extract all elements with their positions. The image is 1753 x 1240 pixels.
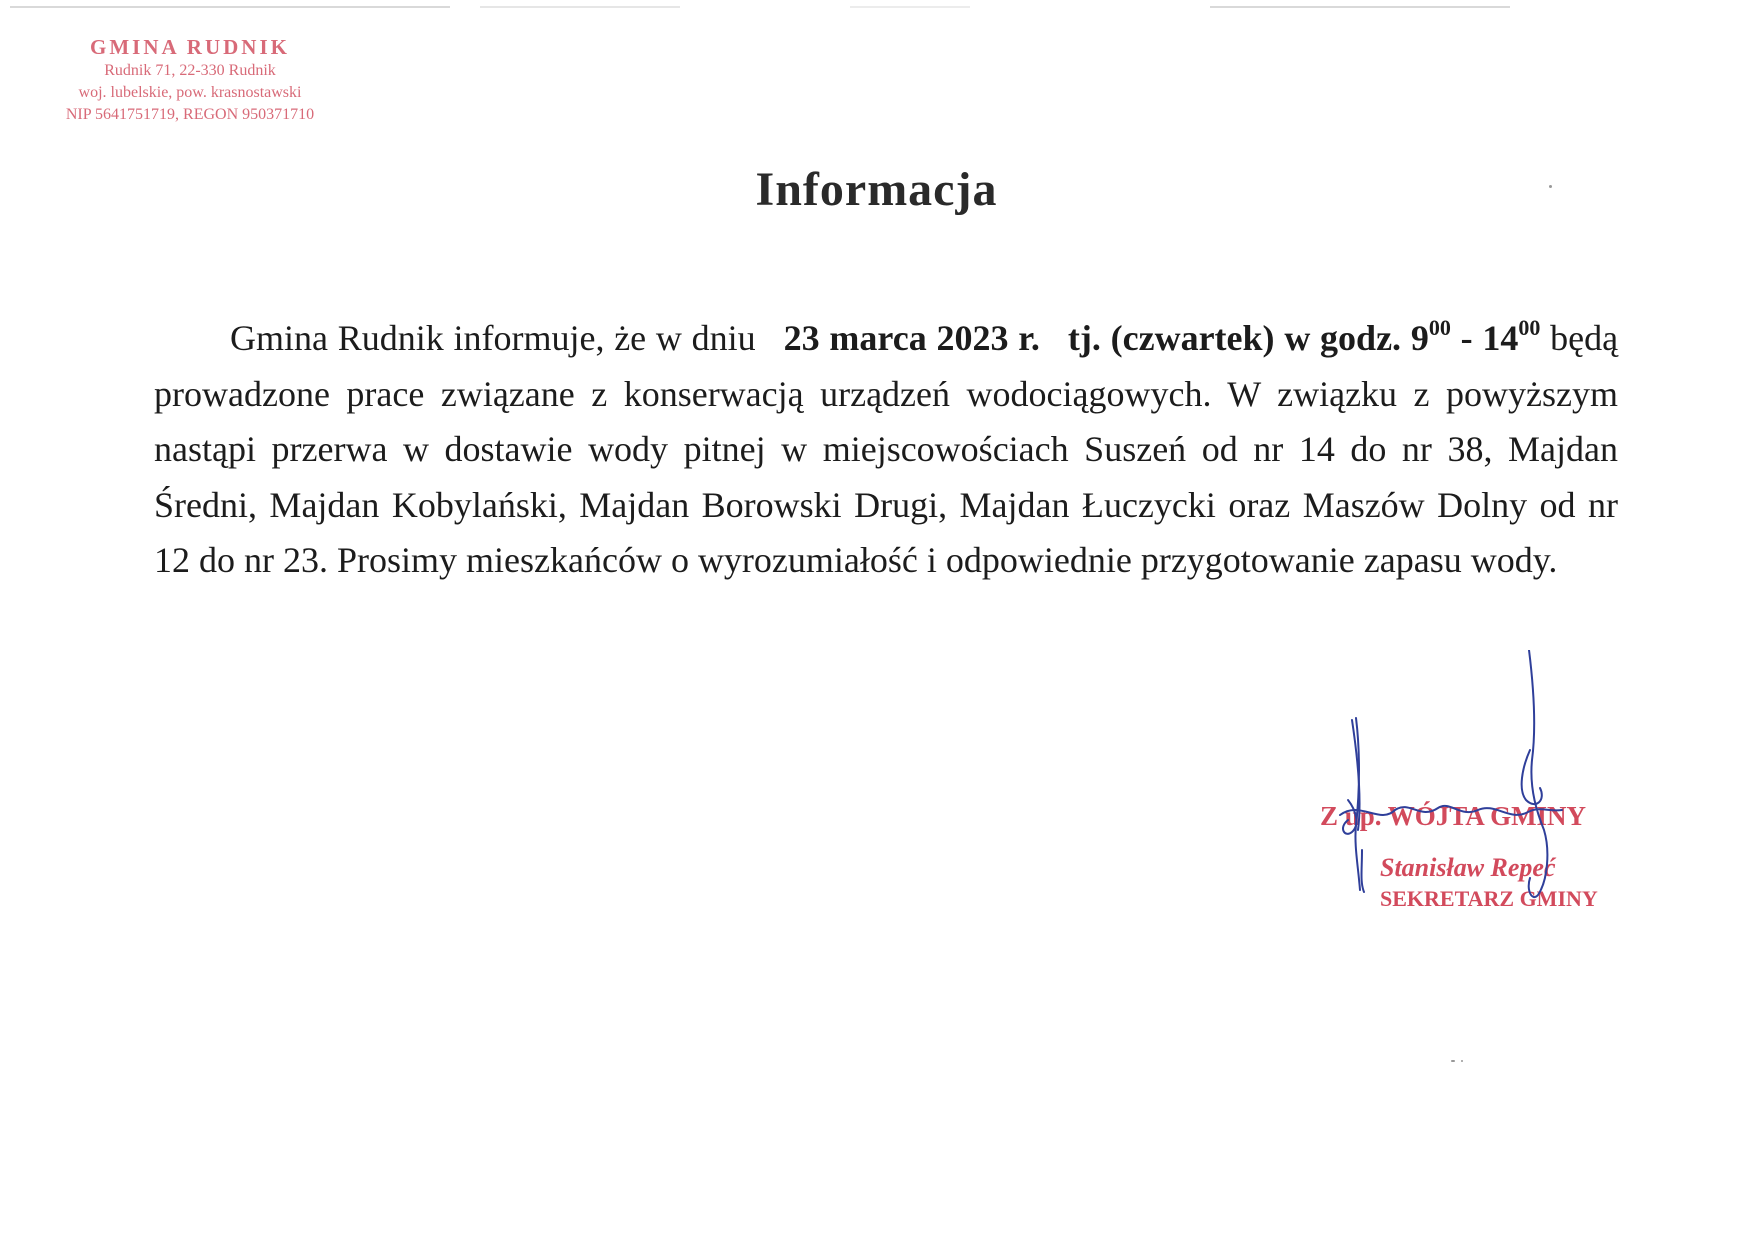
details-text: będą prowadzone prace związane z konserwacją urządzeń wodociągowych. W związku z powyższym nastąpi przerwa w dostawie wody pitnej w miejscowościach Suszeń od nr 14 do nr 38, Majdan Średni, Majdan Kobylański, Majdan Borowski Drugi, Majdan Łuczycki oraz Maszów Dolny od nr 12 do nr 23. Prosimy mieszkańców o wyrozumiałość i odpowiednie przygotowanie zapasu wody. [154,318,1619,580]
scan-speck [1461,1060,1463,1062]
stamp-ids: NIP 5641751719, REGON 950371710 [65,106,315,123]
signatory-title: SEKRETARZ GMINY [1380,886,1598,911]
scan-edge-mark [850,6,970,8]
scan-edge-mark [1210,6,1510,8]
scan-edge-mark [10,6,450,8]
signature-role: Z up. WÓJTA GMINY [1320,801,1587,831]
event-date: 23 marca 2023 r. [783,318,1040,358]
signatory-name: Stanisław Repeć [1380,853,1556,882]
scan-edge-mark [480,6,680,8]
stamp-organization-name: GMINA RUDNIK [90,35,290,59]
scan-speck [1451,1060,1455,1062]
announcement-body [154,311,1618,589]
stamp-region: woj. lubelskie, pow. krasnostawski [78,84,302,101]
hours-start: w godz. 9 [1284,318,1429,358]
stamp-address: Rudnik 71, 22-330 Rudnik [104,62,276,79]
hours-start-minutes: 00 [1428,315,1451,340]
scan-speck [1549,185,1552,188]
handwritten-signature [1300,650,1620,930]
event-weekday: tj. (czwartek) [1067,318,1275,358]
event-hours [1284,315,1541,358]
hours-end: - 14 [1450,318,1519,358]
document-title: Informacja [755,163,998,216]
header-stamp [40,34,340,126]
announcement-paragraph [154,311,1618,589]
intro-text: Gmina Rudnik informuje, że w dniu [230,318,756,358]
hours-end-minutes: 00 [1518,315,1541,340]
